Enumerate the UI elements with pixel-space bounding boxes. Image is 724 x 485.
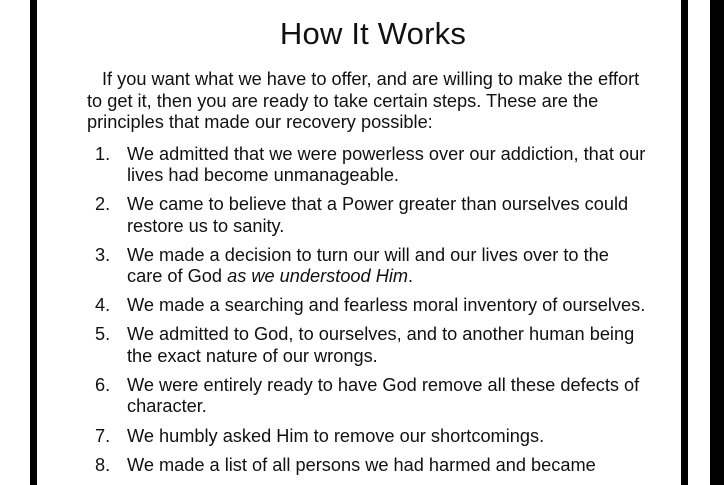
- list-item: [87, 144, 647, 187]
- step-number: 2.: [95, 194, 111, 215]
- step-text: We humbly asked Him to remove our shortcomings.: [127, 425, 545, 446]
- step-number: 7.: [95, 425, 111, 446]
- step-text: [127, 245, 647, 288]
- step-number: 4.: [95, 295, 111, 316]
- page-title: How It Works: [279, 16, 467, 51]
- list-item: [87, 455, 647, 477]
- window-edge-right: [710, 0, 724, 485]
- step-number: 1.: [95, 143, 111, 164]
- list-item: [87, 324, 647, 367]
- step-text: We admitted that we were powerless over our addiction, that our lives had become unmanageable.: [127, 143, 646, 185]
- step-text: We made a searching and fearless moral inventory of ourselves.: [127, 295, 646, 316]
- step-number: 6.: [95, 374, 111, 395]
- steps-list: [87, 144, 647, 477]
- page-border-right: [681, 0, 688, 485]
- step-text: We were entirely ready to have God remove all these defects of character.: [127, 374, 640, 417]
- page-border-left: [30, 0, 37, 485]
- step-number: 5.: [95, 324, 111, 345]
- list-item: [87, 194, 647, 237]
- step-text-end: .: [408, 266, 414, 287]
- step-text-italic: as we understood Him: [227, 266, 409, 287]
- list-item: [87, 245, 647, 288]
- list-item: [87, 375, 647, 418]
- list-item: [87, 295, 647, 317]
- step-text-start: We made a decision to turn our will and our lives over to the care of God: [127, 244, 609, 287]
- list-item: [87, 426, 647, 448]
- step-text: We came to believe that a Power greater than ourselves could restore us to sanity.: [127, 194, 629, 236]
- step-number: 8.: [95, 454, 111, 475]
- step-text: We admitted to God, to ourselves, and to another human being the exact nature of our wrongs.: [127, 324, 635, 366]
- step-text: We made a list of all persons we had harmed and became: [127, 454, 596, 475]
- document-page: [87, 14, 647, 484]
- step-number: 3.: [95, 244, 111, 265]
- intro-paragraph: If you want what we have to offer, and are willing to make the effort to get it, then you are ready to take certain steps. These are the principles that made our recovery possible:: [87, 69, 640, 132]
